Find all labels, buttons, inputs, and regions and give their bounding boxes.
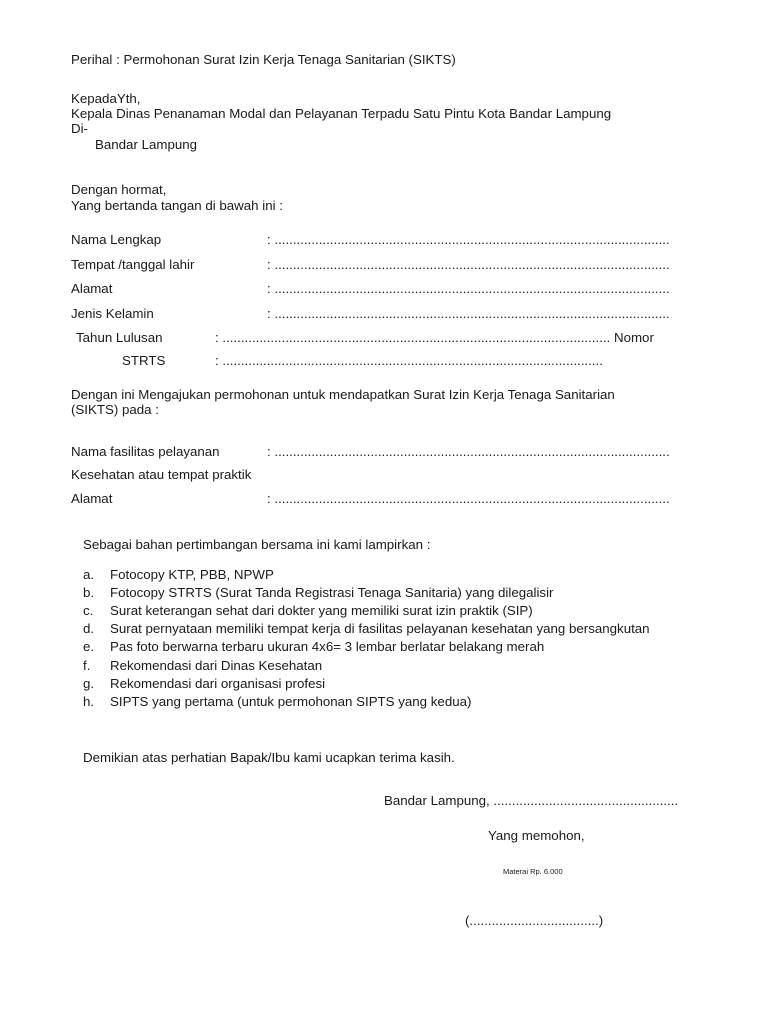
request-line-1: Dengan ini Mengajukan permohonan untuk mendapatkan Surat Izin Kerja Tenaga Sanitarian: [71, 387, 615, 402]
attachment-text: Fotocopy KTP, PBB, NPWP: [110, 567, 274, 582]
greeting: Dengan hormat,: [71, 182, 167, 197]
attachment-letter: a.: [83, 567, 95, 582]
field-strts-value: : .......................................................................................................: [215, 353, 603, 368]
signature-name: (...................................): [465, 913, 604, 928]
field-ttl-label: Tempat /tanggal lahir: [71, 257, 195, 272]
attachment-text: Fotocopy STRTS (Surat Tanda Registrasi Tenaga Sanitaria) yang dilegalisir: [110, 585, 554, 600]
field-tahun-label: Tahun Lulusan: [76, 330, 163, 345]
recipient-office: Kepala Dinas Penanaman Modal dan Pelayanan Terpadu Satu Pintu Kota Bandar Lampung: [71, 106, 612, 121]
attachment-text: Surat pernyataan memiliki tempat kerja di fasilitas pelayanan kesehatan yang bersangkutan: [110, 621, 650, 636]
recipient-city: Bandar Lampung: [95, 137, 198, 152]
field-jk-value: : ...........................................................................................................: [267, 306, 670, 321]
field-alamat-label: Alamat: [71, 281, 113, 296]
field-tahun-value: : ......................................................................................................... Nomor: [215, 330, 654, 345]
intro-text: Yang bertanda tangan di bawah ini :: [71, 198, 283, 213]
request-line-2: (SIKTS) pada :: [71, 402, 159, 417]
attachment-letter: d.: [83, 621, 95, 636]
signature-applicant: Yang memohon,: [488, 828, 585, 843]
attachment-letter: h.: [83, 694, 95, 709]
field-strts-label: STRTS: [122, 353, 166, 368]
attachment-letter: f.: [83, 658, 91, 673]
attachment-text: SIPTS yang pertama (untuk permohonan SIPTS yang kedua): [110, 694, 472, 709]
attachment-text: Rekomendasi dari Dinas Kesehatan: [110, 658, 323, 673]
facility-nama-value: : ...........................................................................................................: [267, 444, 670, 459]
attachment-letter: b.: [83, 585, 95, 600]
attachment-text: Pas foto berwarna terbaru ukuran 4x6= 3 lembar berlatar belakang merah: [110, 639, 545, 654]
facility-alamat-label: Alamat: [71, 491, 113, 506]
recipient-di: Di-: [71, 121, 88, 136]
facility-nama-label: Nama fasilitas pelayanan: [71, 444, 220, 459]
attachment-letter: g.: [83, 676, 95, 691]
attachment-text: Surat keterangan sehat dari dokter yang memiliki surat izin praktik (SIP): [110, 603, 533, 618]
field-jk-label: Jenis Kelamin: [71, 306, 154, 321]
attachment-letter: e.: [83, 639, 95, 654]
field-ttl-value: : ...........................................................................................................: [267, 257, 670, 272]
recipient-salutation: KepadaYth,: [71, 91, 141, 106]
field-nama-label: Nama Lengkap: [71, 232, 162, 247]
facility-nama-label-2: Kesehatan atau tempat praktik: [71, 467, 252, 482]
closing-text: Demikian atas perhatian Bapak/Ibu kami ucapkan terima kasih.: [83, 750, 455, 765]
signature-place-date: Bandar Lampung, ..................................................: [384, 793, 679, 808]
attachments-intro: Sebagai bahan pertimbangan bersama ini kami lampirkan :: [83, 537, 431, 552]
subject-line: Perihal : Permohonan Surat Izin Kerja Tenaga Sanitarian (SIKTS): [71, 52, 456, 67]
stamp-duty-note: Materai Rp. 6.000: [503, 867, 563, 876]
attachment-letter: c.: [83, 603, 94, 618]
facility-alamat-value: : ...........................................................................................................: [267, 491, 670, 506]
field-nama-value: : ...........................................................................................................: [267, 232, 670, 247]
attachment-text: Rekomendasi dari organisasi profesi: [110, 676, 326, 691]
field-alamat-value: : ...........................................................................................................: [267, 281, 670, 296]
